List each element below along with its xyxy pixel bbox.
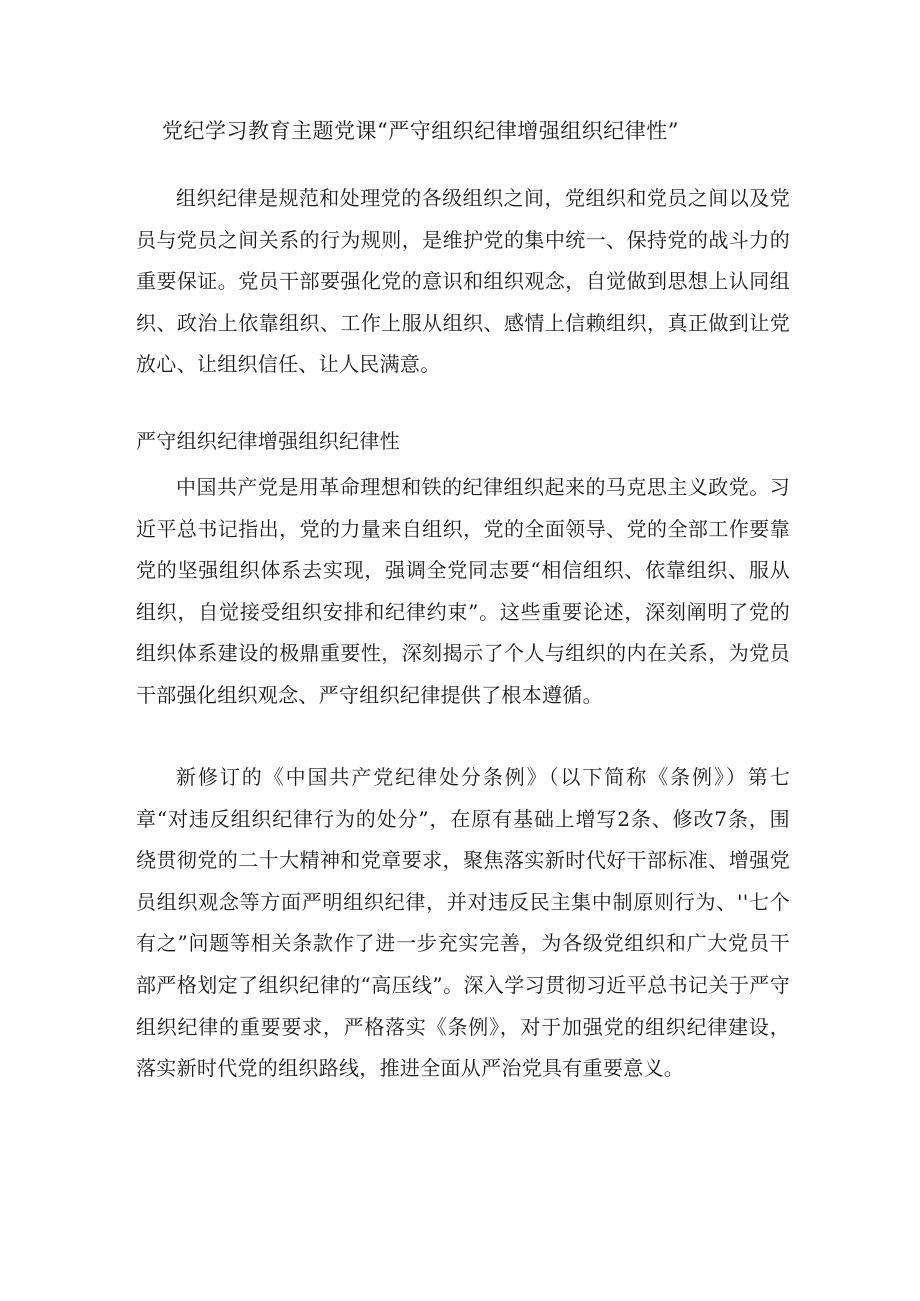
paragraph-party-organization: 中国共产党是用革命理想和铁的纪律组织起来的马克思主义政党。习近平总书记指出，党的力量来自组织，党的全面领导、党的全部工作要靠党的坚强组织体系去实现，强调全党同志要“相信组织、依靠组织、服从组织，自觉接受组织安排和纪律约束”。这些重要论述，深刻阐明了党的组织体系建设的极鼎重要性，深刻揭示了个人与组织的内在关系，为党员干部强化组织观念、严守组织纪律提供了根本遵循。	[136, 475, 790, 707]
document-title: 党纪学习教育主题党课“严守组织纪律增强组织纪律性”	[162, 119, 679, 143]
paragraph-regulations: 新修订的《中国共产党纪律处分条例》（以下简称《条例》）第七章“对违反组织纪律行为的处分”，在原有基础上增写2条、修改7条，围绕贯彻党的二十大精神和党章要求，聚焦落实新时代好干部标准、增强党员组织观念等方面严明组织纪律，并对违反民主集中制原则行为、''七个有之”问题等相关条款作了进一步充实完善，为各级党组织和广大党员干部严格划定了组织纪律的“高压线”。深入学习贯彻习近平总书记关于严守组织纪律的重要要求，严格落实《条例》，对于加强党的组织纪律建设，落实新时代党的组织路线，推进全面从严治党具有重要意义。	[136, 765, 790, 1081]
section-heading: 严守组织纪律增强组织纪律性	[136, 429, 400, 453]
paragraph-intro: 组织纪律是规范和处理党的各级组织之间，党组织和党员之间以及党员与党员之间关系的行为规则，是维护党的集中统一、保持党的战斗力的重要保证。党员干部要强化党的意识和组织观念，自觉做到思想上认同组织、政治上依靠组织、工作上服从组织、感情上信赖组织，真正做到让党放心、让组织信任、让人民满意。	[136, 186, 790, 377]
